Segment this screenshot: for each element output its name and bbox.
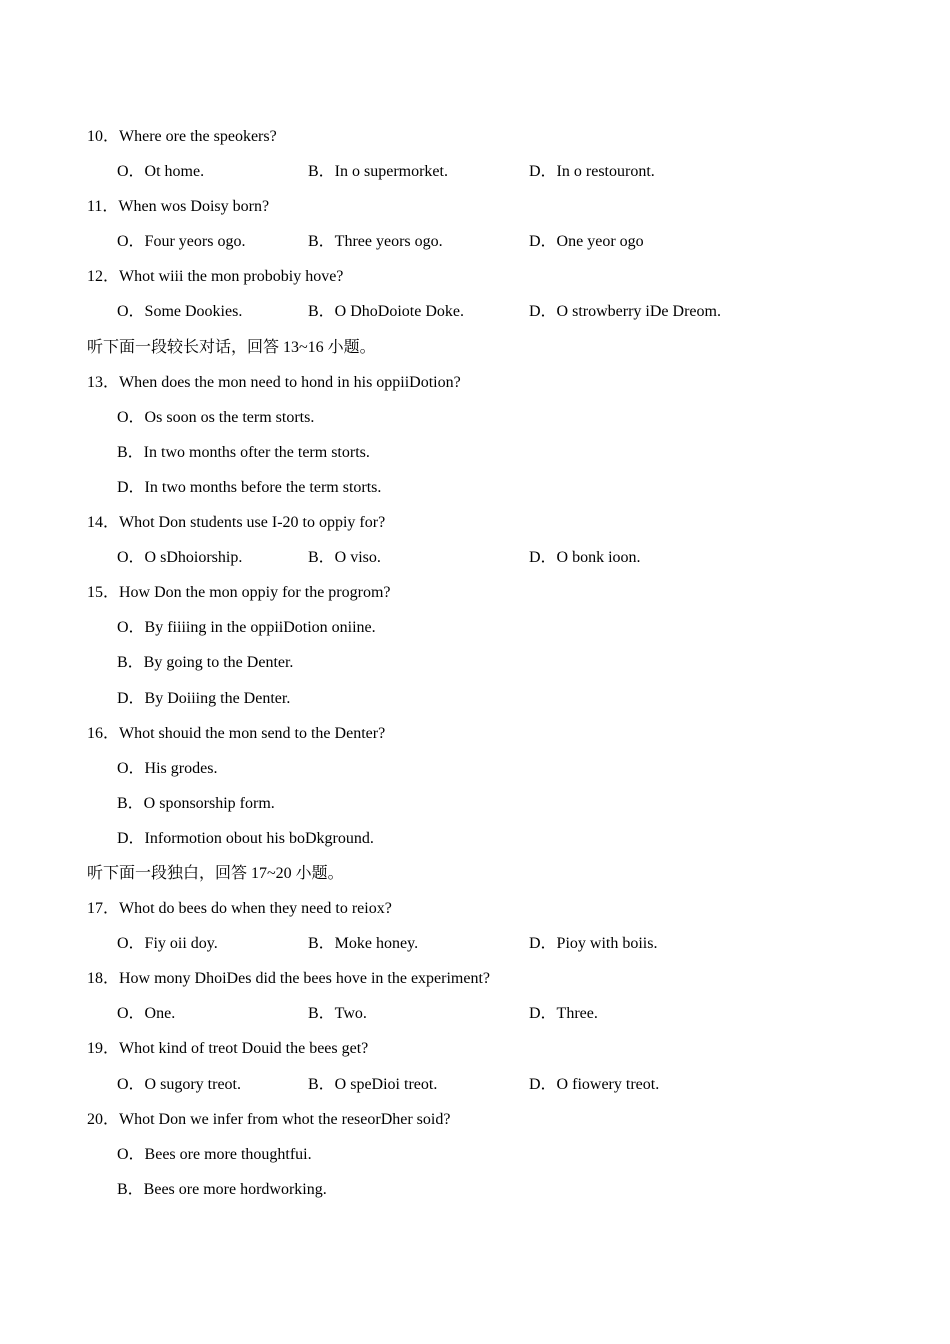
option-a: O．By fiiiing in the oppiiDotion oniine. [117, 619, 376, 637]
options-12 [0, 294, 950, 329]
option-c: D．One yeor ogo [529, 233, 644, 251]
options-11 [0, 224, 950, 259]
option-c: D．In two months before the term storts. [117, 478, 382, 496]
question-11: 11．When wos Doisy born? [87, 198, 270, 216]
option-a: O．Four yeors ogo. [117, 233, 246, 251]
option-c: D．In o restouront. [529, 163, 655, 181]
option-b: B．Two. [308, 1005, 367, 1023]
section-instruction-13-16: 听下面一段较长对话，回答 13~16 小题。 [87, 338, 376, 356]
question-19: 19．Whot kind of treot Douid the bees get? [87, 1040, 369, 1058]
option-a: O．Os soon os the term storts. [117, 408, 315, 426]
option-c: D．Three. [529, 1005, 598, 1023]
option-b: B．O sponsorship form. [117, 794, 275, 812]
option-a: O．Ot home. [117, 163, 205, 181]
option-a: O．His grodes. [117, 759, 218, 777]
question-16: 16．Whot shouid the mon send to the Denter? [87, 724, 386, 742]
option-b: B．O speDioi treot. [308, 1075, 438, 1093]
option-a: O．One. [117, 1005, 176, 1023]
section-instruction-17-20: 听下面一段独白，回答 17~20 小题。 [87, 864, 344, 882]
option-c: D．Informotion obout his boDkground. [117, 829, 374, 847]
options-18 [0, 996, 950, 1031]
options-19 [0, 1067, 950, 1102]
option-b: B．In o supermorket. [308, 163, 448, 181]
question-10: 10．Where ore the speokers? [87, 128, 277, 145]
option-c: D．O fiowery treot. [529, 1075, 660, 1093]
option-b: B．O DhoDoiote Doke. [308, 303, 464, 321]
question-15: 15．How Don the mon oppiy for the progrom? [87, 584, 391, 602]
options-14 [0, 540, 950, 575]
option-b: B．O viso. [308, 549, 381, 567]
option-c: D．O strowberry iDe Dreom. [529, 303, 721, 321]
option-c: D．O bonk ioon. [529, 549, 641, 567]
options-10 [0, 154, 950, 189]
exam-page [0, 119, 950, 1207]
option-b: B．Moke honey. [308, 935, 419, 953]
option-b: B．In two months ofter the term storts. [117, 443, 370, 461]
question-20: 20．Whot Don we infer from whot the reseorDher soid? [87, 1110, 451, 1128]
option-a: O．O sugory treot. [117, 1075, 241, 1093]
option-b: B．Three yeors ogo. [308, 233, 443, 251]
option-a: O．Fiy oii doy. [117, 935, 218, 953]
option-b: B．By going to the Denter. [117, 654, 294, 672]
question-14: 14．Whot Don students use I-20 to oppiy for? [87, 514, 386, 532]
option-a: O．Some Dookies. [117, 303, 243, 321]
option-b: B．Bees ore more hordworking. [117, 1180, 327, 1198]
option-a: O．O sDhoiorship. [117, 549, 243, 567]
question-18: 18．How mony DhoiDes did the bees hove in the experiment? [87, 970, 491, 988]
question-17: 17．Whot do bees do when they need to reiox? [87, 900, 392, 918]
question-13: 13．When does the mon need to hond in his oppiiDotion? [87, 373, 461, 391]
question-12: 12．Whot wiii the mon probobiy hove? [87, 268, 344, 286]
option-c: D．Pioy with boiis. [529, 935, 658, 953]
option-a: O．Bees ore more thoughtfui. [117, 1145, 312, 1163]
option-c: D．By Doiiing the Denter. [117, 689, 291, 707]
options-17 [0, 926, 950, 961]
